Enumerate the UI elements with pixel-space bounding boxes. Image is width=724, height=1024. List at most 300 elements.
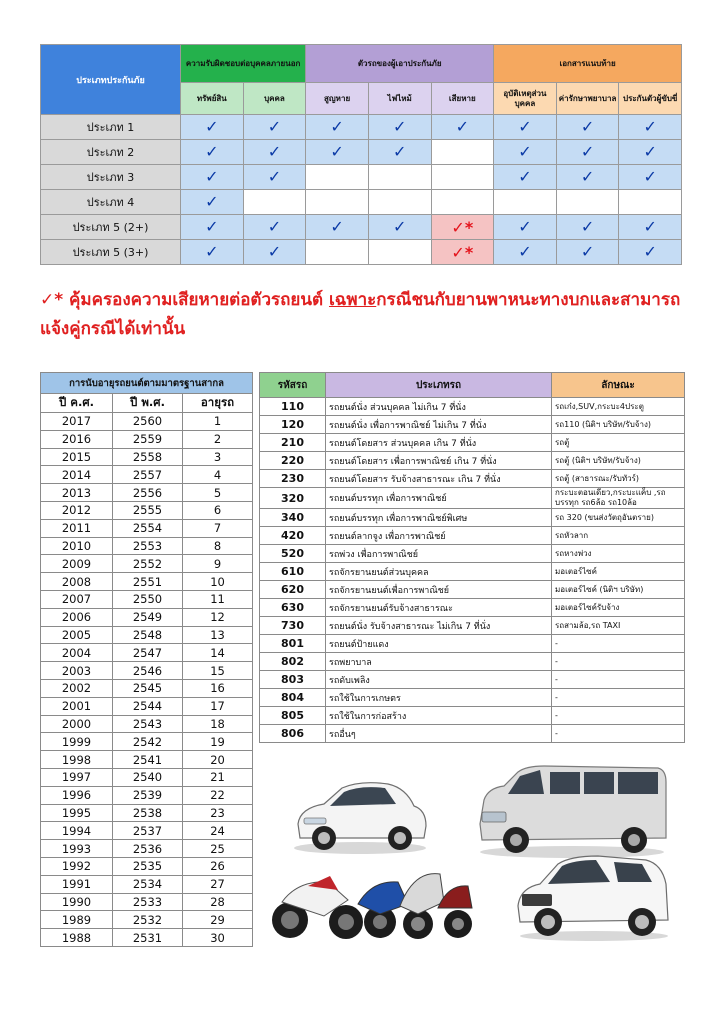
check-icon: ✓ (205, 117, 219, 136)
ad-year-cell: 2005 (41, 626, 113, 644)
coverage-row-label: ประเภท 1 (41, 115, 181, 140)
vehicle-age-cell: 18 (183, 715, 253, 733)
fire-cell (368, 190, 431, 215)
vehicle-type-cell: รถจักรยานยนต์ส่วนบุคคล (326, 563, 552, 581)
age-row (41, 519, 253, 537)
vehicle-type-cell: รถใช้ในการเกษตร (326, 689, 552, 707)
code-row (260, 707, 685, 725)
code-row (260, 398, 685, 416)
check-star-icon: ✓* (451, 242, 474, 262)
vehicle-age-cell: 22 (183, 786, 253, 804)
ad-year-cell: 2001 (41, 697, 113, 715)
age-row (41, 501, 253, 519)
property-cell (181, 115, 244, 140)
vehicle-description-cell: รถตู้ (นิติฯ บริษัท/รับจ้าง) (552, 452, 685, 470)
vehicle-description-cell: รถ 320 (ขนส่งวัตถุอันตราย) (552, 509, 685, 527)
vehicle-description-cell: รถหัวลาก (552, 527, 685, 545)
accident-cell (494, 215, 557, 240)
ad-year-cell: 2016 (41, 430, 113, 448)
age-row (41, 662, 253, 680)
age-row (41, 893, 253, 911)
check-icon: ✓ (643, 142, 657, 161)
fire-header: ไฟไหม้ (368, 83, 431, 115)
age-row (41, 857, 253, 875)
vehicle-age-cell: 17 (183, 697, 253, 715)
vehicle-age-cell: 19 (183, 733, 253, 751)
check-icon: ✓ (330, 117, 344, 136)
ad-year-cell: 1996 (41, 786, 113, 804)
vehicle-type-cell: รถยนต์นั่ง เพื่อการพาณิชย์ ไม่เกิน 7 ที่นั่ง (326, 416, 552, 434)
age-row (41, 448, 253, 466)
be-year-cell: 2554 (113, 519, 183, 537)
age-row (41, 430, 253, 448)
age-row (41, 608, 253, 626)
vehicle-type-cell: รถใช้ในการก่อสร้าง (326, 707, 552, 725)
vehicle-type-cell: รถจักรยานยนต์เพื่อการพาณิชย์ (326, 581, 552, 599)
vehicle-age-cell: 8 (183, 537, 253, 555)
code-row (260, 725, 685, 743)
check-icon: ✓ (580, 117, 595, 136)
age-row (41, 929, 253, 947)
vehicle-age-cell: 13 (183, 626, 253, 644)
vehicle-age-cell: 6 (183, 501, 253, 519)
vehicle-type-cell: รถยนต์โดยสาร ส่วนบุคคล เกิน 7 ที่นั่ง (326, 434, 552, 452)
vehicle-code-cell: 802 (260, 653, 326, 671)
vehicle-code-cell: 805 (260, 707, 326, 725)
vehicle-age-cell: 23 (183, 804, 253, 822)
person-cell (243, 165, 306, 190)
accident-header: อุบัติเหตุส่วนบุคคล (494, 83, 557, 115)
be-year-header: ปี พ.ศ. (113, 394, 183, 413)
age-row (41, 413, 253, 431)
property-cell (181, 215, 244, 240)
vehicle-type-cell: รถพยาบาล (326, 653, 552, 671)
white-suv-image (514, 850, 672, 942)
third-party-group-header: ความรับผิดชอบต่อบุคคลภายนอก (181, 45, 306, 83)
vehicle-code-cell: 110 (260, 398, 326, 416)
be-year-cell: 2542 (113, 733, 183, 751)
damage-cell (431, 140, 494, 165)
fire-cell (368, 115, 431, 140)
code-row (260, 509, 685, 527)
code-row (260, 527, 685, 545)
vehicle-code-cell: 630 (260, 599, 326, 617)
age-row (41, 786, 253, 804)
vehicle-description-cell: รถหางพ่วง (552, 545, 685, 563)
ad-year-cell: 1997 (41, 768, 113, 786)
fire-cell (368, 240, 431, 265)
ad-year-cell: 2003 (41, 662, 113, 680)
vehicle-type-cell: รถยนต์นั่ง รับจ้างสาธารณะ ไม่เกิน 7 ที่นั่ง (326, 617, 552, 635)
coverage-row-label: ประเภท 5 (2+) (41, 215, 181, 240)
coverage-row-label: ประเภท 3 (41, 165, 181, 190)
check-icon: ✓ (267, 117, 282, 136)
ad-year-cell: 1993 (41, 840, 113, 858)
ad-year-header: ปี ค.ศ. (41, 394, 113, 413)
note-rest: กรณีชนกับยานพาหนะทางบกและสามารถแจ้งคู่กรณีได้เท่านั้น (40, 290, 681, 339)
person-header: บุคคล (243, 83, 306, 115)
be-year-cell: 2536 (113, 840, 183, 858)
check-icon: ✓ (267, 142, 282, 161)
vehicle-description-cell: กระบะตอนเดียว,กระบะแค็บ ,รถบรรทุก รถ6ล้อ รถ10ล้อ (552, 488, 685, 509)
vehicle-age-cell: 2 (183, 430, 253, 448)
check-icon: ✓ (205, 192, 219, 211)
be-year-cell: 2550 (113, 590, 183, 608)
vehicle-age-cell: 30 (183, 929, 253, 947)
accident-cell (494, 165, 557, 190)
note-prefix: ✓* คุ้มครองความเสียหายต่อตัวรถยนต์ (40, 290, 324, 310)
bail-cell (619, 190, 682, 215)
code-row (260, 434, 685, 452)
medical-cell (556, 215, 619, 240)
vehicle-code-cell: 803 (260, 671, 326, 689)
be-year-cell: 2547 (113, 644, 183, 662)
vehicle-description-cell: - (552, 653, 685, 671)
property-cell (181, 140, 244, 165)
age-row (41, 466, 253, 484)
damage-cell (431, 115, 494, 140)
coverage-row-label: ประเภท 5 (3+) (41, 240, 181, 265)
check-icon: ✓ (580, 142, 595, 161)
vehicle-age-cell: 16 (183, 679, 253, 697)
vehicle-type-cell: รถยนต์โดยสาร เพื่อการพาณิชย์ เกิน 7 ที่นั่ง (326, 452, 552, 470)
vehicle-type-header: ประเภทรถ (326, 373, 552, 398)
be-year-cell: 2558 (113, 448, 183, 466)
age-row (41, 733, 253, 751)
vehicle-type-cell: รถยนต์บรรทุก เพื่อการพาณิชย์ (326, 488, 552, 509)
vehicle-description-cell: มอเตอร์ไซค์ (552, 563, 685, 581)
vehicle-age-cell: 9 (183, 555, 253, 573)
check-icon: ✓ (205, 217, 219, 236)
ad-year-cell: 2015 (41, 448, 113, 466)
check-icon: ✓ (643, 217, 657, 236)
person-cell (243, 115, 306, 140)
check-icon: ✓ (392, 142, 407, 161)
vehicle-description-cell: รถ110 (นิติฯ บริษัท/รับจ้าง) (552, 416, 685, 434)
age-row (41, 590, 253, 608)
person-cell (243, 190, 306, 215)
check-icon: ✓ (643, 167, 657, 186)
vehicle-code-cell: 210 (260, 434, 326, 452)
be-year-cell: 2546 (113, 662, 183, 680)
person-cell (243, 215, 306, 240)
be-year-cell: 2531 (113, 929, 183, 947)
age-row (41, 875, 253, 893)
white-sedan-image (290, 772, 430, 856)
vehicle-description-cell: - (552, 725, 685, 743)
code-row (260, 599, 685, 617)
age-table-title: การนับอายุรถยนต์ตามมาตรฐานสากล (41, 373, 253, 394)
vehicle-age-cell: 20 (183, 751, 253, 769)
be-year-cell: 2544 (113, 697, 183, 715)
code-row (260, 563, 685, 581)
lost-cell (306, 115, 369, 140)
be-year-cell: 2533 (113, 893, 183, 911)
check-icon: ✓ (392, 217, 407, 236)
vehicle-age-cell: 25 (183, 840, 253, 858)
vehicle-code-table (259, 372, 685, 743)
check-icon: ✓ (205, 242, 219, 261)
check-icon: ✓ (267, 217, 282, 236)
age-row (41, 537, 253, 555)
code-row (260, 671, 685, 689)
check-icon: ✓ (205, 142, 219, 161)
check-icon: ✓ (518, 217, 532, 236)
be-year-cell: 2556 (113, 484, 183, 502)
vehicle-description-cell: มอเตอร์ไซค์ (นิติฯ บริษัท) (552, 581, 685, 599)
vehicle-type-cell: รถยนต์นั่ง ส่วนบุคคล ไม่เกิน 7 ที่นั่ง (326, 398, 552, 416)
fire-cell (368, 215, 431, 240)
fire-cell (368, 140, 431, 165)
vehicle-code-cell: 620 (260, 581, 326, 599)
be-year-cell: 2545 (113, 679, 183, 697)
vehicle-age-cell: 26 (183, 857, 253, 875)
vehicle-age-cell: 5 (183, 484, 253, 502)
ad-year-cell: 2009 (41, 555, 113, 573)
age-row (41, 804, 253, 822)
vehicle-code-cell: 120 (260, 416, 326, 434)
be-year-cell: 2537 (113, 822, 183, 840)
vehicle-code-cell: 220 (260, 452, 326, 470)
vehicle-age-cell: 27 (183, 875, 253, 893)
bail-cell (619, 215, 682, 240)
age-header: อายุรถ (183, 394, 253, 413)
lost-cell (306, 215, 369, 240)
accident-cell (494, 240, 557, 265)
vehicle-age-cell: 1 (183, 413, 253, 431)
ad-year-cell: 2012 (41, 501, 113, 519)
be-year-cell: 2559 (113, 430, 183, 448)
code-row (260, 452, 685, 470)
vehicle-code-cell: 520 (260, 545, 326, 563)
be-year-cell: 2534 (113, 875, 183, 893)
age-row (41, 751, 253, 769)
vehicle-age-cell: 10 (183, 573, 253, 591)
vehicle-type-cell: รถยนต์บรรทุก เพื่อการพาณิชย์พิเศษ (326, 509, 552, 527)
ad-year-cell: 2006 (41, 608, 113, 626)
vehicle-age-cell: 24 (183, 822, 253, 840)
damage-cell (431, 165, 494, 190)
check-icon: ✓ (643, 242, 657, 261)
code-row (260, 470, 685, 488)
check-icon: ✓ (267, 242, 282, 261)
vehicle-age-cell: 11 (183, 590, 253, 608)
vehicle-type-cell: รถยนต์โดยสาร รับจ้างสาธารณะ เกิน 7 ที่นั่ง (326, 470, 552, 488)
check-star-icon: ✓* (451, 217, 474, 237)
code-row (260, 635, 685, 653)
be-year-cell: 2548 (113, 626, 183, 644)
age-row (41, 555, 253, 573)
be-year-cell: 2557 (113, 466, 183, 484)
rider-group-header: เอกสารแนบท้าย (494, 45, 682, 83)
vehicle-age-cell: 12 (183, 608, 253, 626)
vehicle-code-cell: 340 (260, 509, 326, 527)
vehicle-type-cell: รถจักรยานยนต์รับจ้างสาธารณะ (326, 599, 552, 617)
ad-year-cell: 2013 (41, 484, 113, 502)
ad-year-cell: 2002 (41, 679, 113, 697)
age-row (41, 626, 253, 644)
ad-year-cell: 2017 (41, 413, 113, 431)
vehicle-code-cell: 230 (260, 470, 326, 488)
person-cell (243, 240, 306, 265)
vehicle-code-cell: 806 (260, 725, 326, 743)
vehicle-code-cell: 610 (260, 563, 326, 581)
vehicle-description-cell: รถเก๋ง,SUV,กระบะ4ประตู (552, 398, 685, 416)
vehicle-description-cell: - (552, 635, 685, 653)
vehicle-description-cell: รถตู้ (สาธารณะ/รับทัวร์) (552, 470, 685, 488)
vehicle-age-cell: 7 (183, 519, 253, 537)
check-icon: ✓ (330, 217, 344, 236)
ad-year-cell: 1995 (41, 804, 113, 822)
code-row (260, 653, 685, 671)
vehicle-code-cell: 420 (260, 527, 326, 545)
coverage-row (41, 165, 682, 190)
be-year-cell: 2549 (113, 608, 183, 626)
damage-cell (431, 240, 494, 265)
bail-cell (619, 140, 682, 165)
code-row (260, 488, 685, 509)
lost-header: สูญหาย (306, 83, 369, 115)
age-row (41, 573, 253, 591)
silver-van-image (474, 764, 670, 860)
vehicle-description-cell: - (552, 707, 685, 725)
vehicle-type-cell: รถอื่นๆ (326, 725, 552, 743)
coverage-row (41, 240, 682, 265)
ad-year-cell: 1990 (41, 893, 113, 911)
lost-cell (306, 140, 369, 165)
be-year-cell: 2552 (113, 555, 183, 573)
be-year-cell: 2535 (113, 857, 183, 875)
damage-cell (431, 215, 494, 240)
vehicle-age-cell: 4 (183, 466, 253, 484)
ad-year-cell: 1998 (41, 751, 113, 769)
coverage-note (40, 286, 700, 344)
vehicle-age-cell: 28 (183, 893, 253, 911)
property-cell (181, 165, 244, 190)
coverage-row (41, 140, 682, 165)
check-icon: ✓ (205, 167, 219, 186)
accident-cell (494, 115, 557, 140)
age-row (41, 715, 253, 733)
insurance-type-header: ประเภทประกันภัย (41, 45, 181, 115)
coverage-row-label: ประเภท 4 (41, 190, 181, 215)
vehicle-code-cell: 320 (260, 488, 326, 509)
medical-cell (556, 165, 619, 190)
ad-year-cell: 1999 (41, 733, 113, 751)
damage-cell (431, 190, 494, 215)
description-header: ลักษณะ (552, 373, 685, 398)
vehicle-age-cell: 29 (183, 911, 253, 929)
medical-cell (556, 190, 619, 215)
code-row (260, 689, 685, 707)
be-year-cell: 2540 (113, 768, 183, 786)
be-year-cell: 2541 (113, 751, 183, 769)
lost-cell (306, 165, 369, 190)
vehicle-type-cell: รถพ่วง เพื่อการพาณิชย์ (326, 545, 552, 563)
ad-year-cell: 2004 (41, 644, 113, 662)
vehicle-code-cell: 804 (260, 689, 326, 707)
ad-year-cell: 2014 (41, 466, 113, 484)
motorcycles-image (268, 850, 480, 942)
accident-cell (494, 140, 557, 165)
be-year-cell: 2543 (113, 715, 183, 733)
vehicle-age-cell: 15 (183, 662, 253, 680)
vehicle-code-cell: 801 (260, 635, 326, 653)
age-row (41, 644, 253, 662)
be-year-cell: 2538 (113, 804, 183, 822)
bail-header: ประกันตัวผู้ขับขี่ (619, 83, 682, 115)
code-row (260, 581, 685, 599)
vehicle-type-cell: รถยนต์ลากจูง เพื่อการพาณิชย์ (326, 527, 552, 545)
vehicle-description-cell: รถสามล้อ,รถ TAXI (552, 617, 685, 635)
fire-cell (368, 165, 431, 190)
ad-year-cell: 1992 (41, 857, 113, 875)
medical-cell (556, 115, 619, 140)
ad-year-cell: 2011 (41, 519, 113, 537)
check-icon: ✓ (455, 117, 470, 136)
age-row (41, 697, 253, 715)
ad-year-cell: 1991 (41, 875, 113, 893)
check-icon: ✓ (267, 167, 282, 186)
coverage-table (40, 44, 682, 265)
be-year-cell: 2551 (113, 573, 183, 591)
check-icon: ✓ (643, 117, 657, 136)
age-row (41, 911, 253, 929)
bail-cell (619, 115, 682, 140)
check-icon: ✓ (518, 167, 532, 186)
ad-year-cell: 2000 (41, 715, 113, 733)
check-icon: ✓ (392, 117, 407, 136)
person-cell (243, 140, 306, 165)
age-row (41, 840, 253, 858)
property-cell (181, 240, 244, 265)
vehicle-description-cell: - (552, 671, 685, 689)
be-year-cell: 2555 (113, 501, 183, 519)
age-row (41, 822, 253, 840)
code-row (260, 545, 685, 563)
code-row (260, 617, 685, 635)
ad-year-cell: 1989 (41, 911, 113, 929)
coverage-row (41, 115, 682, 140)
note-underlined: เฉพาะ (328, 290, 377, 310)
age-row (41, 768, 253, 786)
lost-cell (306, 190, 369, 215)
vehicle-description-cell: รถตู้ (552, 434, 685, 452)
age-row (41, 484, 253, 502)
vehicle-age-cell: 21 (183, 768, 253, 786)
vehicle-age-cell: 14 (183, 644, 253, 662)
coverage-row (41, 190, 682, 215)
ad-year-cell: 2010 (41, 537, 113, 555)
property-header: ทรัพย์สิน (181, 83, 244, 115)
check-icon: ✓ (518, 117, 532, 136)
code-header: รหัสรถ (260, 373, 326, 398)
code-row (260, 416, 685, 434)
coverage-row-label: ประเภท 2 (41, 140, 181, 165)
check-icon: ✓ (518, 142, 532, 161)
be-year-cell: 2553 (113, 537, 183, 555)
bail-cell (619, 165, 682, 190)
be-year-cell: 2560 (113, 413, 183, 431)
vehicle-type-cell: รถดับเพลิง (326, 671, 552, 689)
ad-year-cell: 2007 (41, 590, 113, 608)
vehicle-age-cell: 3 (183, 448, 253, 466)
vehicle-code-cell: 730 (260, 617, 326, 635)
be-year-cell: 2539 (113, 786, 183, 804)
check-icon: ✓ (580, 217, 595, 236)
medical-cell (556, 240, 619, 265)
be-year-cell: 2532 (113, 911, 183, 929)
